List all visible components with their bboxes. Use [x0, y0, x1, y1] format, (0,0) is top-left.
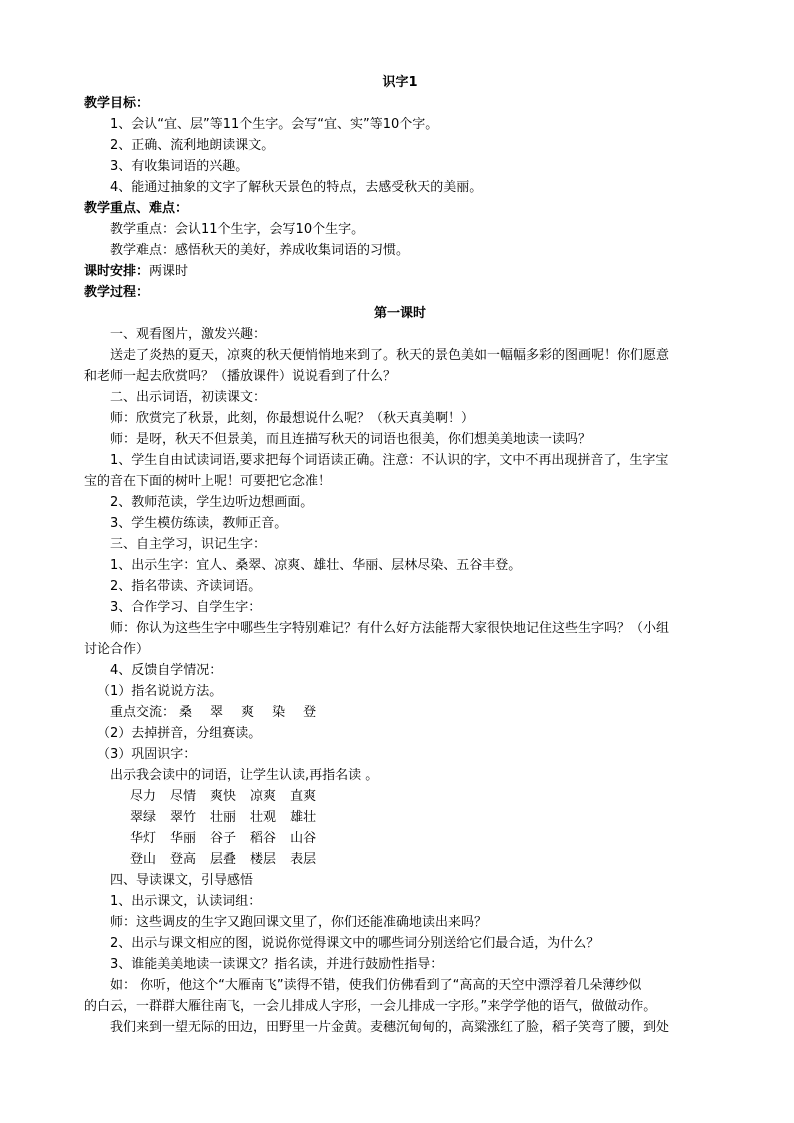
- goal-item: 3、有收集词语的兴趣。: [110, 159, 249, 174]
- paragraph: 2、教师范读，学生边听边想画面。: [110, 495, 314, 510]
- word: 稻谷: [250, 831, 277, 846]
- paragraph: 2、指名带读、齐读词语。: [110, 579, 262, 594]
- goal-item: 4、能通过抽象的文字了解秋天景色的特点，去感受秋天的美丽。: [110, 180, 483, 195]
- word: 壮观: [250, 810, 277, 825]
- paragraph: 二、出示词语，初读课文：: [110, 390, 267, 405]
- lesson1-heading: 第一课时: [373, 306, 426, 321]
- word: 尽情: [170, 789, 197, 804]
- word: 凉爽: [250, 789, 277, 804]
- word: 雄壮: [290, 810, 317, 825]
- paragraph: 1、出示课文，认读词组：: [110, 894, 262, 909]
- paragraph: 讨论合作）: [84, 642, 150, 657]
- paragraph: 和老师一起去欣赏吗？（播放课件）说说看到了什么？: [84, 369, 397, 384]
- focus-label: 重点交流：: [110, 705, 176, 720]
- goal-item: 2、正确、流利地朗读课文。: [110, 138, 275, 153]
- word-row: [84, 807, 716, 828]
- word: 山谷: [290, 831, 317, 846]
- paragraph: 我们来到一望无际的田边，田野里一片金黄。麦穗沉甸甸的，高粱涨红了脸，稻子笑弯了腰，到处: [110, 1020, 670, 1035]
- paragraph: 宝的音在下面的树叶上呢！可要把它念准！: [84, 474, 332, 489]
- paragraph: （2）去掉拼音，分组赛读。: [97, 726, 262, 741]
- page-title: 识字1: [382, 75, 418, 90]
- paragraph: 一、观看图片，激发兴趣：: [110, 327, 267, 342]
- focus-char: 登: [303, 705, 317, 720]
- paragraph: （3）巩固识字：: [97, 747, 197, 762]
- document-content: [84, 72, 716, 1038]
- paragraph: （1）指名说说方法。: [97, 684, 223, 699]
- schedule-value: 两课时: [149, 264, 189, 279]
- word-row: [84, 786, 716, 807]
- paragraph: 师：是呀，秋天不但景美，而且连描写秋天的词语也很美，你们想美美地读一读吗？: [110, 432, 592, 447]
- paragraph: 四、导读课文，引导感悟: [110, 873, 254, 888]
- keypoint-item: 教学重点：会认11个生字，会写10个生字。: [110, 222, 365, 237]
- focus-char: 染: [272, 705, 286, 720]
- process-heading: 教学过程：: [84, 285, 150, 300]
- paragraph: 的白云，一群群大雁往南飞，一会儿排成人字形，一会儿排成一字形。”来学学他的语气，做做动作。: [84, 999, 657, 1014]
- word: 层叠: [210, 852, 237, 867]
- word: 表层: [290, 852, 317, 867]
- paragraph: 送走了炎热的夏天，凉爽的秋天便悄悄地来到了。秋天的景色美如一幅幅多彩的图画呢！你们愿意: [110, 348, 670, 363]
- paragraph: 1、学生自由试读词语,要求把每个词语读正确。注意：不认识的字，文中不再出现拼音了，生字宝: [110, 453, 669, 468]
- word-row: [84, 849, 716, 870]
- word: 直爽: [290, 789, 317, 804]
- paragraph: 2、出示与课文相应的图，说说你觉得课文中的哪些词分别送给它们最合适，为什么？: [110, 936, 600, 951]
- word: 谷子: [210, 831, 237, 846]
- paragraph: 3、学生模仿练读，教师正音。: [110, 516, 288, 531]
- focus-char: 爽: [241, 705, 255, 720]
- keypoint-item: 教学难点：感悟秋天的美好，养成收集词语的习惯。: [110, 243, 410, 258]
- paragraph: 如： 你听，他这个“大雁南飞”读得不错，使我们仿佛看到了“高高的天空中漂浮着几朵薄纱似: [110, 978, 642, 993]
- paragraph: 师：这些调皮的生字又跑回课文里了，你们还能准确地读出来吗？: [110, 915, 488, 930]
- word: 楼层: [250, 852, 277, 867]
- goals-heading: 教学目标：: [84, 96, 150, 111]
- word: 翠竹: [170, 810, 197, 825]
- word: 登山: [130, 852, 157, 867]
- keypoints-heading: 教学重点、难点：: [84, 201, 189, 216]
- paragraph: 3、合作学习、自学生字：: [110, 600, 262, 615]
- word-row: [84, 828, 716, 849]
- paragraph: 出示我会读中的词语，让学生认读,再指名读 。: [110, 768, 379, 783]
- paragraph: 3、谁能美美地读一读课文？指名读，并进行鼓励性指导：: [110, 957, 444, 972]
- word: 尽力: [130, 789, 157, 804]
- paragraph: 三、自主学习，识记生字：: [110, 537, 267, 552]
- paragraph: 1、出示生字：宜人、桑翠、凉爽、雄壮、华丽、层林尽染、五谷丰登。: [110, 558, 522, 573]
- word: 翠绿: [130, 810, 157, 825]
- schedule-line: [84, 261, 716, 282]
- word: 登高: [170, 852, 197, 867]
- word: 壮丽: [210, 810, 237, 825]
- paragraph: 4、反馈自学情况：: [110, 663, 223, 678]
- focus-char: 翠: [210, 705, 224, 720]
- focus-char: 桑: [179, 705, 193, 720]
- focus-line: [84, 702, 716, 723]
- paragraph: 师：欣赏完了秋景，此刻，你最想说什么呢？（秋天真美啊！）: [110, 411, 475, 426]
- goal-item: 1、会认“宜、层”等11个生字。会写“宜、实”等10个字。: [110, 117, 439, 132]
- word: 华灯: [130, 831, 157, 846]
- paragraph: 师：你认为这些生字中哪些生字特别难记？有什么好方法能帮大家很快地记住这些生字吗？（小组: [110, 621, 670, 636]
- word: 华丽: [170, 831, 197, 846]
- word: 爽快: [210, 789, 237, 804]
- schedule-label: 课时安排：: [84, 264, 150, 279]
